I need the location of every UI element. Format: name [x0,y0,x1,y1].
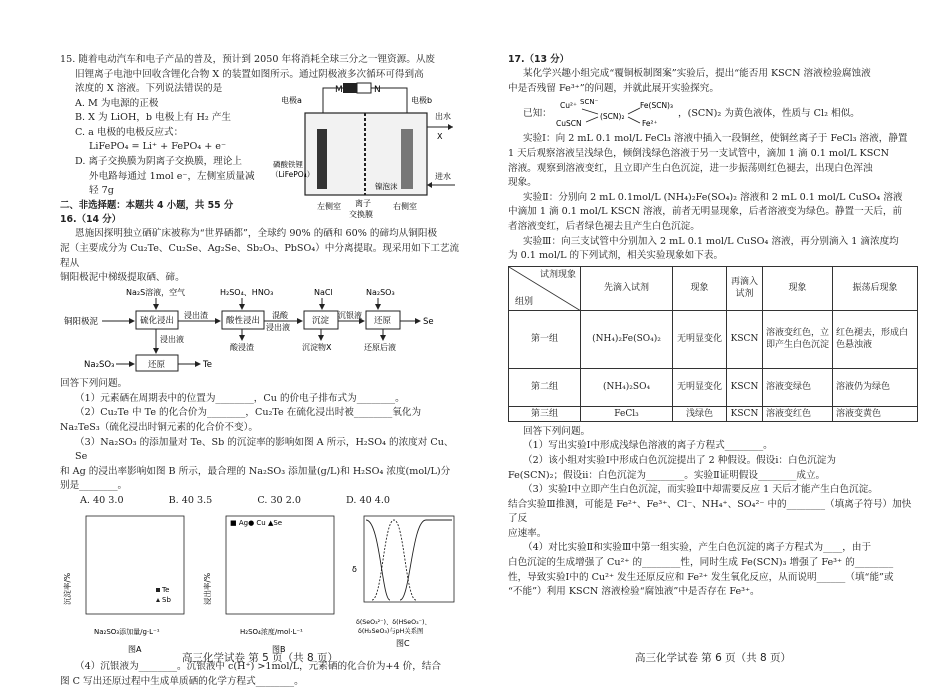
chart-c-label-1: δ(SeO₃²⁻)、δ(HSeO₃⁻)、 [356,619,431,627]
table-cell-after-shake: 溶液仍为绿色 [833,368,918,406]
q17-exp1-b: 1 天后观察溶液呈浅绿色，倾倒浅绿色溶液于另一支试管中，滴加 1 滴 0.1 mol/L KSCN [508,148,889,160]
q16-choice-b: B. 40 3.5 [168,494,213,506]
flow-reagent-1: Na₂S溶液，空气 [126,287,186,297]
q16-sub-2b: Na₂TeS₃（硫化浸出时铜元素的化合价不变）。 [60,422,259,433]
charts-row [60,510,460,660]
eq-scn2: (SCN)₂ [600,112,625,122]
table-header-row [509,266,918,310]
flow-arrow-1-label: 浸出渣 [184,310,208,320]
q16-heading: 16.（14 分） [60,214,122,226]
q17-sub-4c: 性，导致实验Ⅰ中的 Cu²⁺ 发生还原反应和 Fe²⁺ 发生氧化反应，从而说明______（填“能”或 [508,571,894,583]
flow-box-4-label: 还原 [374,315,392,326]
q17-known-tail: ，(SCN)₂ 为黄色液体，性质与 Cl₂ 相似。 [678,108,860,120]
eq-scn: SCN⁻ [580,98,599,107]
label-electrode-b: 电极b [411,96,433,105]
q17-para-1: 某化学兴趣小组完成“覆铜板制图案”实验后，提出“能否用 KSCN 溶液检验腐蚀液 [523,68,871,80]
table-cell-group: 第三组 [509,406,581,421]
flow-box-2-label: 酸性浸出 [226,315,261,326]
label-right-room: 右侧室 [393,202,417,211]
q17-para-2: 中是否残留 Fe³⁺”的问题，并就此展开实验探究。 [508,82,719,94]
chart-c-caption: 图C [396,639,410,649]
label-lfp: 磷酸铁锂 [273,160,303,169]
q16-para-2: 泥（主要成分为 Cu₂Te、Cu₂Se、Ag₂Se、Sb₂O₃、PbSO₄）中分离提取。现采用如下工艺流程从 [60,242,460,269]
q16-sub-3c: 别是________。 [60,480,128,492]
power-n-terminal [357,83,371,93]
q17-exp1-c: 溶液。观察到溶液变红，且立即产生白色沉淀，进一步振荡则红色褪去，出现白色浑浊 [508,162,873,174]
label-inlet: 进水 [435,172,451,181]
flow-arrow-2a-label: 混酸 [272,310,288,320]
process-flow-diagram [60,286,460,372]
flow-reagent-5: Na₂SO₃ [84,359,115,370]
q17-sub-3b: 结合实验Ⅲ推测，可能是 Fe²⁺、Fe³⁺、Cl⁻、NH₄⁺、SO₄²⁻ 中的________（填离子符号）加快了反 [508,498,912,525]
chart-b-legend: ■ Ag● Cu ▲Se [230,519,283,528]
table-header-reagent-phenom: 试剂现象 [539,269,576,280]
page-6 [508,0,918,672]
q17-known [508,96,918,132]
chart-b-ylabel: 浸出率/% [203,573,212,606]
q15-option-b: B. X 为 LiOH，b 电极上有 H₂ 产生 [75,112,232,124]
table-cell-group: 第二组 [509,368,581,406]
chart-c [350,510,460,660]
q16-sub-3: （3）Na₂SO₃ 的添加量对 Te、Sb 的沉淀率的影响如图 A 所示，H₂SO₄ 的浓度对 Cu、Se [75,436,454,463]
q16-para-1: 恩施因探明独立硒矿床被称为“世界硒都”，全球约 90% 的硒和 60% 的碲均从铜阳极 [75,228,438,240]
q15-option-c-eq: LiFePO₄ = Li⁺ + FePO₄ + e⁻ [89,141,227,153]
flow-leach-liquid: 浸出液 [160,334,184,344]
table-row [509,368,918,406]
q17-sub-4b: 白色沉淀的生成增强了 Cu²⁺ 的________性，同时生成 Fe(SCN)₃ 增强了 Fe³⁺ 的________ [508,557,894,568]
q16-choice-a: A. 40 3.0 [80,494,124,506]
eq-fe2: Fe²⁺ [642,119,658,129]
q17-sub-4: （4）对比实验Ⅱ和实验Ⅲ中第一组实验，产生白色沉淀的离子方程式为____，由于 [523,542,872,554]
chart-a-legend-sb-mark [156,598,160,602]
results-table [508,266,918,422]
page-5 [60,0,460,688]
q17-sub-2b: Fe(SCN)₂；假设ⅱ：白色沉淀为________。实验Ⅱ证明假设________成立。 [508,469,826,481]
table-cell-reagent-2: KSCN [727,368,763,406]
table-cell-reagent-2: KSCN [727,310,763,368]
table-header-phenom-1: 现象 [673,266,727,310]
label-membrane: 离子 [355,199,371,208]
q17-exp2-b: 中滴加 1 滴 0.1 mol/L KSCN 溶液，前者无明显现象，后者溶液变为绿色。静置一天后，前 [508,206,903,218]
q15-options [60,97,275,199]
label-n: N [374,85,381,95]
flow-box-3-label: 沉淀 [312,315,330,326]
flow-reduction-residue: 还原后液 [364,342,396,352]
label-left-room: 左侧室 [317,202,341,211]
chart-a-legend-te-mark [156,588,160,592]
table-cell-after-shake: 红色褪去，形成白色悬浊液 [833,310,918,368]
section-2-heading: 二、非选择题：本题共 4 小题，共 55 分 [60,199,234,211]
flow-box-1-label: 硫化浸出 [140,315,175,326]
chart-b-caption: 图B [272,645,286,655]
q16-sub-1: （1）元素硒在周期表中的位置为________，Cu 的价电子排布式为________。 [75,392,405,404]
q16-choice-c: C. 30 2.0 [257,494,301,506]
question-16 [60,213,460,690]
q15-stem: 15. 随着电动汽车和电子产品的普及，预计到 2050 年将消耗全球三分之一锂资源。从废 [60,54,436,65]
table-cell-phenom: 无明显变化 [673,368,727,406]
q17-exp2: 实验Ⅱ：分别向 2 mL 0.1mol/L (NH₄)₂Fe(SO₄)₂ 溶液和 2 mL 0.1 mol/L CuSO₄ 溶液 [523,191,903,203]
power-m-terminal [343,83,357,93]
q16-choice-d: D. 40 4.0 [346,494,390,506]
footer-page-6: 高三化学试卷 第 6 页（共 8 页） [634,652,792,665]
table-cell-phenom-2: 溶液变红色，立即产生白色沉淀 [763,310,833,368]
electrolysis-diagram [271,79,460,229]
flow-reagent-3: NaCl [314,287,333,297]
table-header-second-reagent-1: 再滴入 [730,277,758,288]
table-diag-header [509,266,581,310]
chart-b-frame [226,516,334,614]
label-nickel-foam: 镍泡沫 [375,182,398,191]
chart-a-legend-sb: Sb [162,596,171,605]
label-outlet: 出水 [435,112,451,121]
label-m: M [335,85,343,95]
q17-exp2-c: 者溶液变红，后者绿色褪去且产生白色沉淀。 [508,220,700,232]
q17-sub-2: （2）该小组对实验Ⅰ中形成白色沉淀提出了 2 种假设。假设ⅰ：白色沉淀为 [523,454,836,466]
table-header-group: 组别 [515,296,534,307]
table-cell-phenom: 浅绿色 [673,406,727,421]
eq-cu2: Cu²⁺ [560,101,577,111]
table-cell-reagent: (NH₄)₂SO₄ [581,368,673,406]
footer-page-5: 高三化学试卷 第 5 页（共 8 页） [181,652,339,665]
q16-sub-2: （2）Cu₂Te 中 Te 的化合价为________，Cu₂Te 在硫化浸出时被________氧化为 [75,407,422,419]
flow-arrow-2b-label: 浸出液 [266,322,290,332]
table-row [509,310,918,368]
flow-reagent-4: Na₂SO₃ [366,287,395,297]
chart-b [200,510,340,660]
q15-option-d-3: 轻 7g [89,185,114,197]
table-cell-reagent: (NH₄)₂Fe(SO₄)₂ [581,310,673,368]
flow-product-se: Se [423,316,434,327]
eq-fescn3: Fe(SCN)₃ [640,101,673,111]
table-cell-reagent-2: KSCN [727,406,763,421]
q17-known-label: 已知： [523,108,552,120]
table-cell-phenom-2: 溶液变绿色 [763,368,833,406]
q17-exp1-d: 现象。 [508,177,537,189]
table-cell-after-shake: 溶液变黄色 [833,406,918,421]
q16-choices [60,494,390,509]
label-lfp-formula: （LiFePO₄） [271,170,315,179]
table-cell-phenom-2: 溶液变红色 [763,406,833,421]
label-membrane-2: 交换膜 [349,210,373,219]
flow-reagent-2: H₂SO₄、HNO₃ [220,287,274,297]
q15-stem-3: 浓度的 X 溶液。下列说法错误的是 [75,83,223,95]
chart-a-xlabel: Na₂SO₃添加量/g·L⁻¹ [94,628,160,637]
flow-arrow-3-label: 沉银液 [338,310,362,320]
q17-ask: 回答下列问题。 [523,425,591,437]
chart-a-caption: 图A [128,645,142,655]
question-17 [508,53,918,600]
flow-box-5-label: 还原 [148,359,166,370]
table-cell-phenom: 无明显变化 [673,310,727,368]
chart-c-ylabel: δ [352,565,357,575]
flow-start: 铜阳极泥 [64,316,99,327]
chart-a-legend-te: Te [162,586,170,595]
q17-exp3: 实验Ⅲ：向三支试管中分别加入 2 mL 0.1 mol/L CuSO₄ 溶液，再分别滴入 1 滴浓度均 [523,235,899,247]
chart-c-curve-hseo3 [372,520,416,600]
q15-option-d-2: 外电路每通过 1mol e⁻，左侧室质量减 [89,170,255,182]
q17-sub-3: （3）实验Ⅰ中立即产生白色沉淀，而实验Ⅱ中却需要反应 1 天后才能产生白色沉淀。 [523,484,878,496]
table-header-second-reagent [727,266,763,310]
q16-sub-3b: 和 Ag 的浸出率影响如图 B 所示，最合理的 Na₂SO₃ 添加量(g/L)和 H₂SO₄ 浓度(mol/L)分 [60,465,451,477]
table-cell-reagent: FeCl₃ [581,406,673,421]
flow-acid-residue: 酸浸渣 [230,342,254,352]
table-header-after-shake: 振荡后现象 [833,266,918,310]
q17-exp3-b: 为 0.1 mol/L 的下列试剂，相关实验现象如下表。 [508,250,724,262]
flow-precipitate-x: 沉淀物X [302,342,332,352]
electrode-a [317,129,327,189]
table-header-second-reagent-2: 试剂 [735,289,754,300]
table-cell-group: 第一组 [509,310,581,368]
q17-sub-3c: 应速率。 [508,527,547,539]
q17-sub-1: （1）写出实验Ⅰ中形成浅绿色溶液的离子方程式________。 [523,440,773,452]
chart-b-xlabel: H₂SO₄浓度/mol·L⁻¹ [240,628,303,637]
table-header-phenom-2: 现象 [763,266,833,310]
eq-cuscn: CuSCN [556,119,582,129]
flow-product-te: Te [203,359,212,370]
q15-stem-2: 旧锂离子电池中回收含锂化合物 X 的装置如图所示。通过阴极液多次循环可得到高 [75,68,424,80]
label-x: X [437,132,443,141]
q16-ask: 回答下列问题。 [60,378,128,390]
chart-c-frame [364,516,454,602]
q15-option-d: D. 离子交换膜为阴离子交换膜，理论上 [75,156,242,168]
q15-option-a: A. M 为电源的正极 [75,97,159,109]
q16-sub-4: （4）沉银液为________。沉银液中 c(H⁺) >1mol/L，元素硒的化合价为+4 价，结合 [75,661,441,673]
chart-a [60,510,190,660]
q17-equilibrium-diagram [556,96,676,132]
label-electrode-a: 电极a [281,96,302,105]
chart-a-ylabel: 沉淀率/% [63,573,72,606]
electrode-b-foam [401,129,413,189]
table-row [509,406,918,421]
q17-sub-4d: “不能”）利用 KSCN 溶液检验“腐蚀液”中是否存在 Fe³⁺。 [508,586,760,598]
chart-c-curve-seo3 [400,520,452,600]
chart-c-label-2: δ(H₂SeO₃)与pH关系图 [358,628,424,636]
table-header-first-reagent: 先滴入试剂 [581,266,673,310]
q16-sub-4b: 图 C 写出还原过程中生成单质硒的化学方程式________。 [60,676,304,688]
q17-heading: 17.（13 分） [508,54,570,65]
q16-para-3: 铜阳极泥中梯级提取硒、碲。 [60,272,185,284]
q15-option-c: C. a 电极的电极反应式： [75,126,184,138]
q17-exp1: 实验Ⅰ：向 2 mL 0.1 mol/L FeCl₃ 溶液中插入一段铜丝，使铜丝离子于 FeCl₃ 溶液，静置 [523,133,908,145]
